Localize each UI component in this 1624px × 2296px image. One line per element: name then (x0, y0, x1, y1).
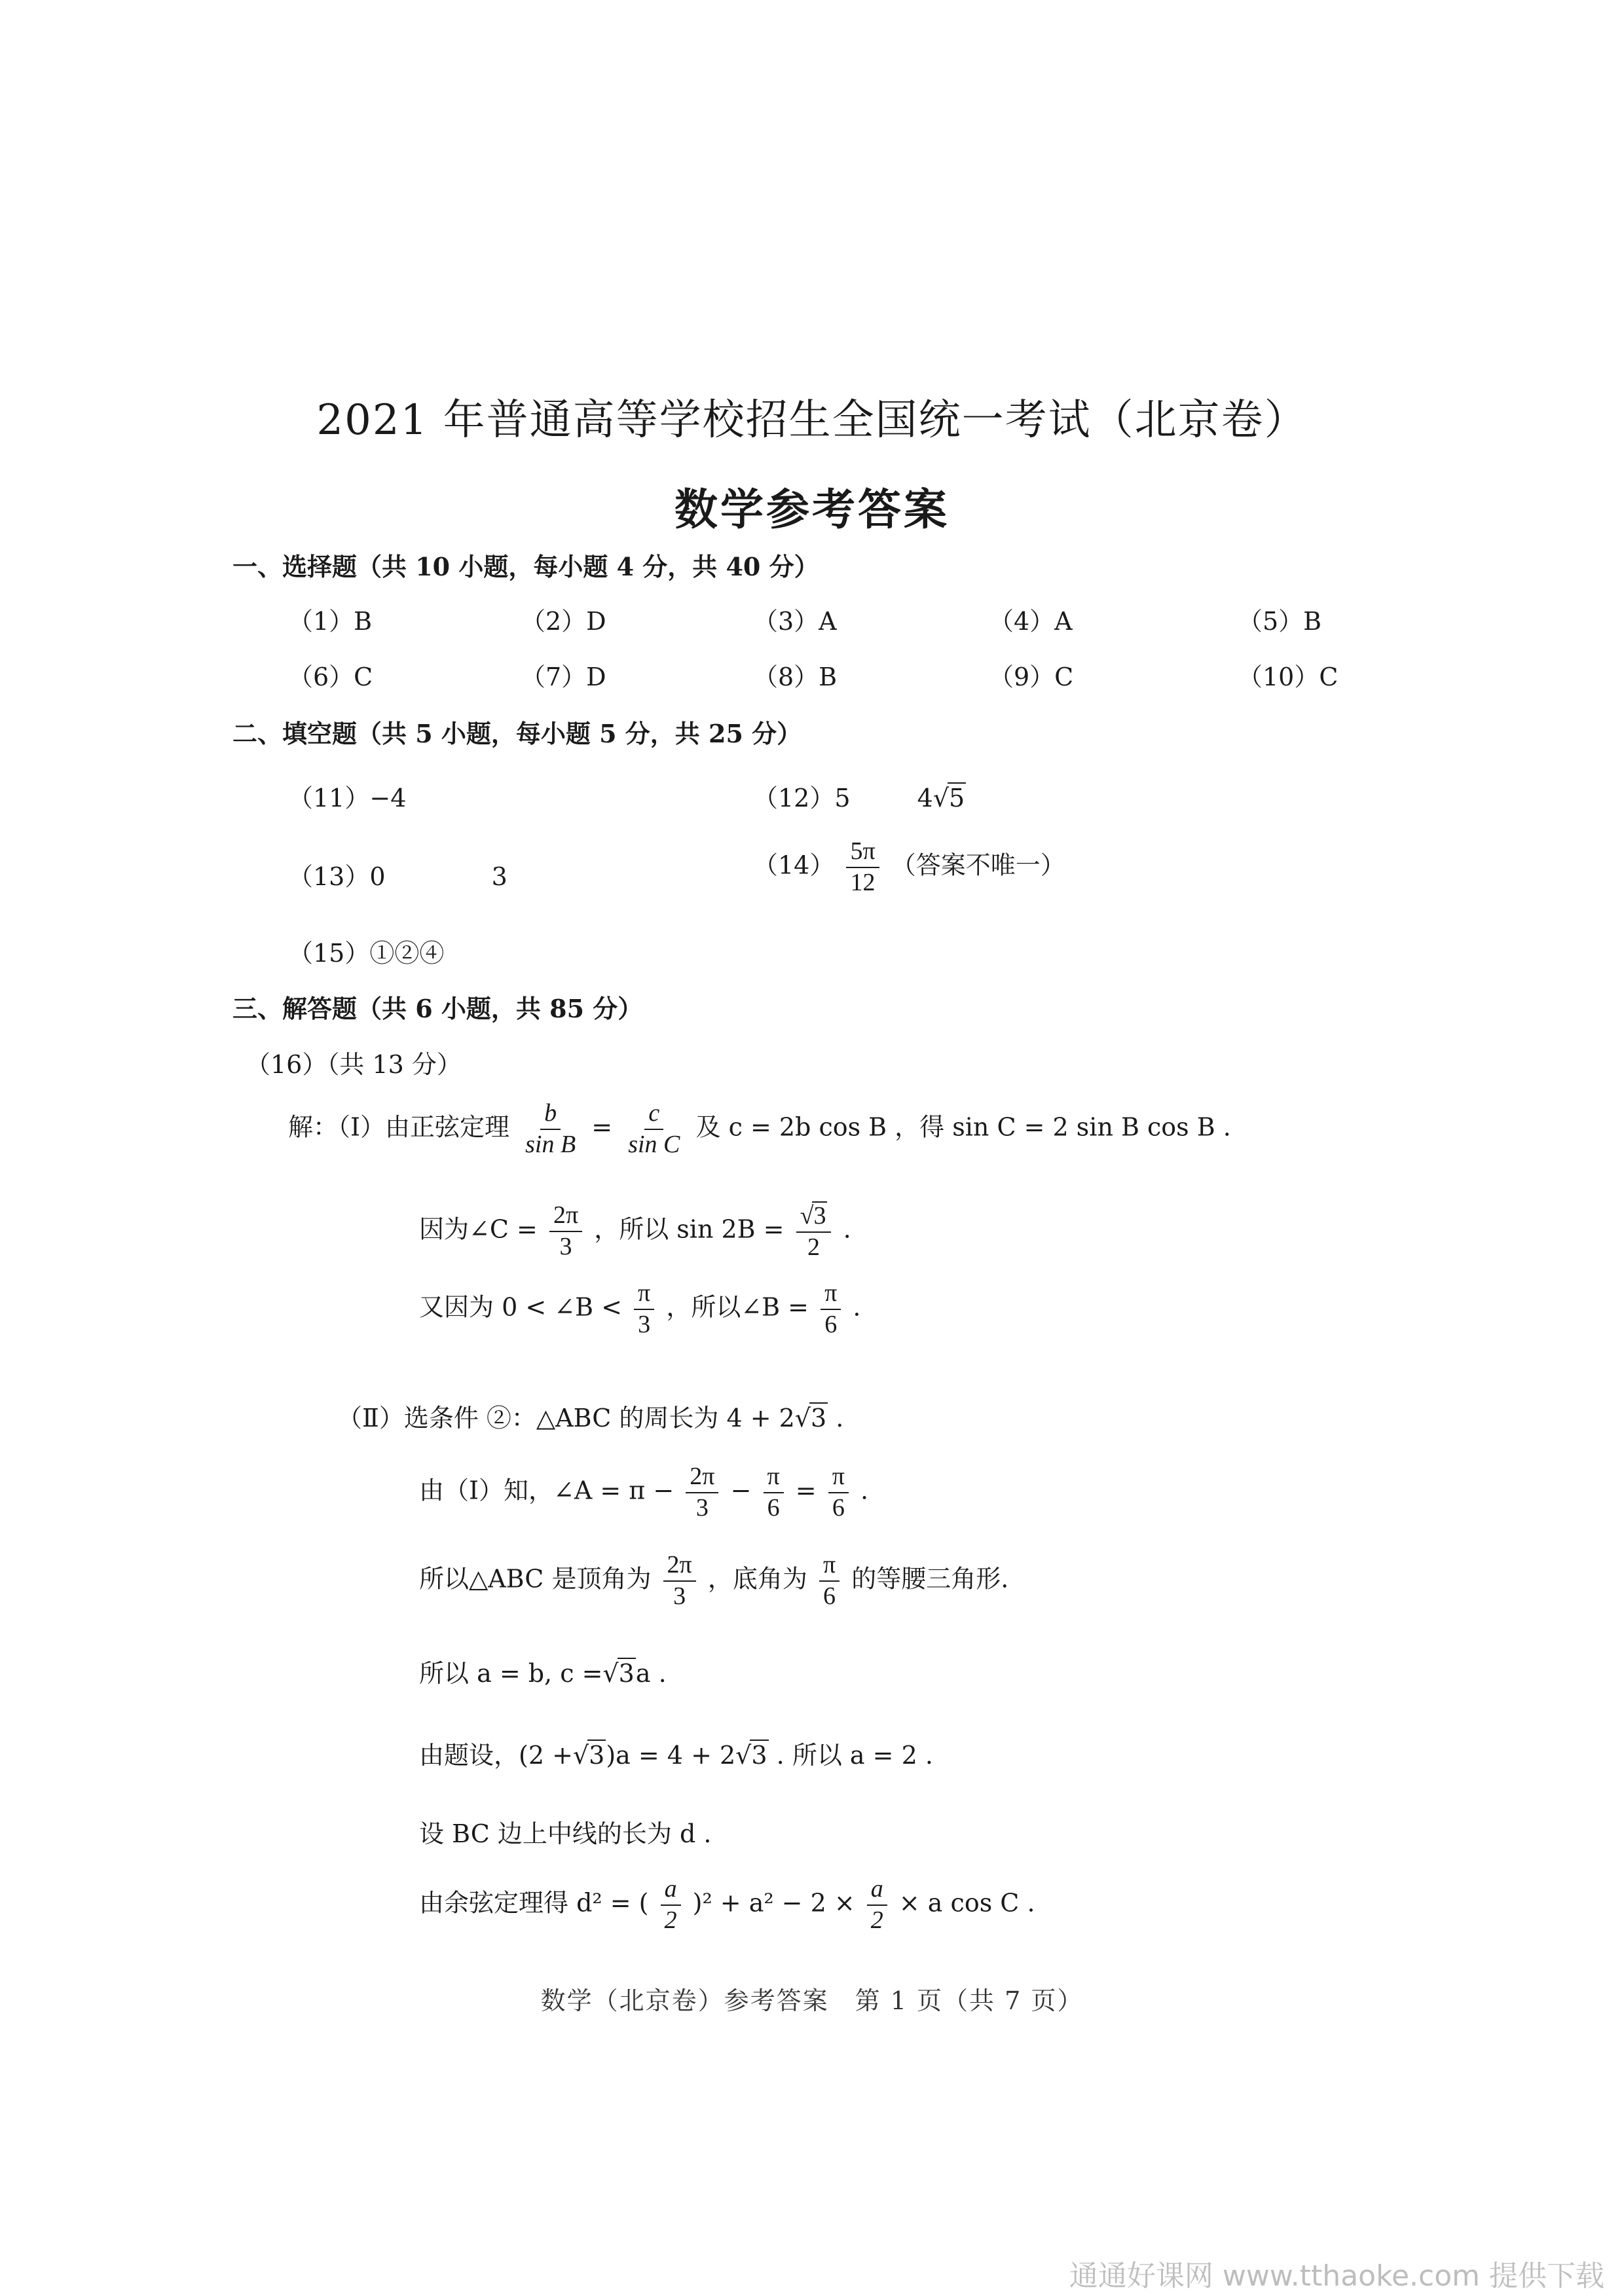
solution-line-9: 设 BC 边上中线的长为 d . (419, 1819, 712, 1848)
question-16-label: （16）（共 13 分） (246, 1050, 462, 1079)
answer-2: （2）D (521, 607, 606, 636)
solution-line-8: 由题设，(2 +√3)a = 4 + 2√3 . 所以 a = 2 . (419, 1741, 933, 1770)
watermark: 通通好课网 www.tthaoke.com 提供下载 (1069, 2259, 1604, 2293)
answer-12-second: 4√5 (917, 784, 965, 812)
answer-5: （5）B (1238, 607, 1322, 636)
section-2-heading: 二、填空题（共 5 小题，每小题 5 分，共 25 分） (232, 719, 802, 748)
solution-line-5: 由（Ⅰ）知，∠A = π − $\frac{2\pi}{3}$ − $\frac{\pi}{6}$ = $\frac{\pi}{6}$ . (419, 1463, 869, 1522)
answer-11: （11）−4 (288, 784, 407, 812)
solution-line-4: （Ⅱ）选条件 ②：△ABC 的周长为 4 + 2√3 . (337, 1404, 844, 1432)
solution-line-7: 所以 a = b, c =√3a . (419, 1659, 667, 1688)
solution-line-10: 由余弦定理得 d² = ( $\frac{a}{2}$ )² + a² − 2 × $\frac{a}{2}$ × a cos C . (419, 1875, 1035, 1934)
answer-3: （3）A (753, 607, 837, 636)
section-1-heading: 一、选择题（共 10 小题，每小题 4 分，共 40 分） (232, 552, 819, 581)
document-title: 2021 年普通高等学校招生全国统一考试（北京卷） (316, 396, 1308, 445)
section-3-heading: 三、解答题（共 6 小题，共 85 分） (232, 994, 643, 1023)
answer-6: （6）C (288, 663, 373, 691)
answer-12 (753, 778, 966, 814)
solution-line-2: 因为∠C = $\frac{2\pi}{3}$ ，所以 sin 2B = $\frac{√3}{2}$ . (419, 1201, 851, 1261)
answer-15: （15）①②④ (288, 939, 445, 968)
answer-8: （8）B (753, 663, 838, 691)
answer-1: （1）B (288, 607, 373, 636)
answer-9: （9）C (989, 663, 1074, 691)
answer-14: （14） $\frac{5\pi}{12}$ （答案不唯一） (753, 837, 1065, 896)
solution-line-6: 所以△ABC 是顶角为 $\frac{2\pi}{3}$ ，底角为 $\frac{\pi}{6}$ 的等腰三角形. (419, 1551, 1009, 1610)
answer-7: （7）D (521, 663, 606, 691)
solution-line-3: 又因为 0 < ∠B < $\frac{\pi}{3}$ ，所以∠B = $\frac{\pi}{6}$ . (419, 1279, 861, 1338)
answer-10: （10）C (1238, 663, 1338, 691)
answer-13: （13）0 3 (288, 862, 507, 891)
answer-4: （4）A (989, 607, 1073, 636)
page-footer: 数学（北京卷）参考答案 第 1 页（共 7 页） (540, 1986, 1084, 2015)
document-subtitle: 数学参考答案 (674, 484, 950, 535)
solution-line-1: 解：（Ⅰ）由正弦定理 $\frac{b}{\text{sin B}}$ = $\frac{c}{\text{sin C}}$ 及 c = 2b cos B ，得 sin C = 2 sin B cos B . (288, 1099, 1231, 1158)
answer-12-label: （12）5 (753, 784, 851, 812)
